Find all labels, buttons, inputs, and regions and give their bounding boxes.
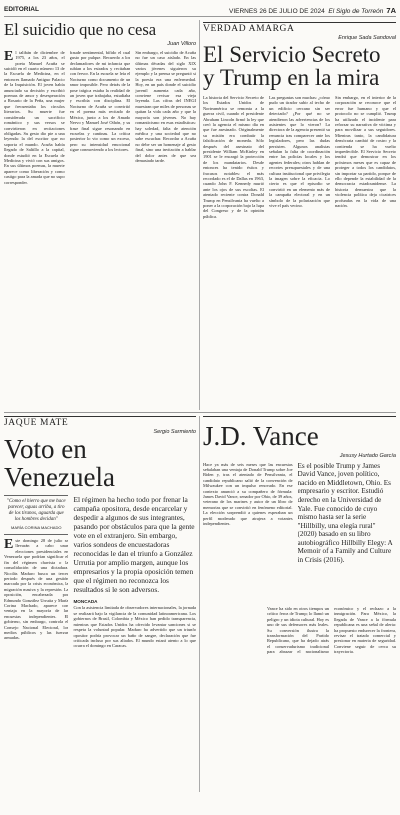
column-divider [199,416,200,792]
column-kicker: JAQUE MATE [4,416,196,428]
header-right [229,6,396,15]
body-text: Hace ya más de seis meses que las encuestas señalaban una ventaja de Donald Trump sobre Joe Biden y, tras el atentado de Pensilvania, el candidato republicano salió de la convención de Milwaukee con un impulso renovado. En ese contexto anunció a su compañero de fórmula: James David Vance, senador por Ohio, de 39 años, veterano de los marines y autor de un libro de memorias que se convirtió en fenómeno editorial. La elección sorprendió a quienes esperaban un perfil moderado que atrajera a votantes independientes. [203,461,293,526]
body-column [335,95,396,385]
body-text: Vance ha sido en otros tiempos un crítico feroz de Trump; lo llamó un peligro y un idiota cultural. Hoy es uno de sus defensores más leales. Su conversión ilustra la transformación del Partido Republicano, que ha dejado atrás el conservadurismo tradicional para abrazar el nacionalismo económico y el rechazo a la inmigración. Para México, la llegada de Vance a la fórmula republicana es una señal de alerta: ha propuesto endurecer la frontera, revisar el tratado comercial y presionar en materia de seguridad. Conviene seguir de cerca su trayectoria. [267,606,396,655]
body-column [135,50,196,378]
page-number: 7A [386,6,396,15]
article-title: El Servicio Secreto y Trump en la mira [203,42,381,91]
article-author: Sergio Sarmiento [153,429,196,435]
highlight-text: Es el posible Trump y James David Vance, joven político, nacido en Middletown, Ohio. Es empresario y escritor. Estudió derecho en la Universidad de Yale. Fue conocido de cuyo mismo hasta ser la serie "Hillbilly, una elegía rural" (2020) basado en su libro autobiográfico Hillbilly Elegy: A Memoir of a Family and Culture in Crisis (2016). [297,461,393,565]
body-column [269,95,330,385]
body-text: Las preguntas son muchas: ¿cómo pudo un tirador subir al techo de un edificio cercano sin ser detectado? ¿Por qué no se atendieron las advertencias de los asistentes que lo vieron? La directora de la agencia presentó su renuncia tras comparecer ante los legisladores, pero las dudas persisten. Algunos analistas señalan la falta de coordinación entre las policías locales y los agentes federales; otros hablan de recortes presupuestales y de una cultura institucional que privilegia la imagen sobre la eficacia. Lo cierto es que el episodio se convirtió en un elemento más de la campaña electoral y en un símbolo de la polarización que vive el país vecino. [269,94,330,209]
article-title: El suicidio que no cesa [4,20,157,39]
body-column [73,495,196,815]
body-text: ste domingo 28 de julio se llevarán a cabo unas elecciones presidenciales en Venezuela que podrían significar el fin del régimen chavista o la consolidación de una dictadura. Nicolás Maduro busca un tercer periodo después de una gestión marcada por la crisis económica, la migración masiva y la represión. La oposición, encabezada por Edmundo González Urrutia y María Corina Machado, aparece con ventaja en la mayoría de las encuestas independientes. El gobierno, sin embargo, controla el Consejo Nacional Electoral, los medios públicos y las fuerzas armadas. [4,538,69,641]
page-header [4,4,396,17]
article-title: J.D. Vance [203,421,319,451]
article-body [4,495,196,815]
body-column [267,606,396,786]
sub-columns [73,598,196,649]
article-author: Juan Villoro [167,40,196,47]
highlight-text: El régimen ha hecho todo por frenar la campaña opositora, desde encarcelar y despedir a algunos de sus integrantes, pasando por obstáculos para que la gente vote en el extranjero. Sin embargo, varios sondeos de encuestadoras reconocidas le dan el triunfo a González Urrutia por amplio margen, aunque los empresarios y la propia oposición temen que el régimen no reconozca los resultados si le son adversos. [73,495,195,595]
body-text: Con la asistencia limitada de observadores internacionales, la jornada se realizará bajo la vigilancia de la comunidad latinoamericana. Los gobiernos de Brasil, Colombia y México han pedido transparencia, mientras que Estados Unidos ha ofrecido levantar sanciones si se respeta la voluntad popular. Maduro ha advertido que un triunfo opositor podría provocar un baño de sangre, declaración que fue criticada incluso por sus aliados. El mundo estará atento a lo que ocurra el domingo en Caracas. [73,605,196,649]
body-text: fraude sentimental, bífido el cual gusto por pulque. Recuerdo a los declamadores de mi infancia que subían a los estrados y recitaban con fervor. En la escuela se leía el Nocturno como documento de un amor imposible. Pero detrás de la pose trágica estaba la realidad de un joven que trabajaba, estudiaba y escribía con disciplina. El Nocturno de Acuña se convirtió en el poema más recitado de México, junto a los de Amado Nervo y Manuel José Othón, y su frase final sigue resonando en escuelas y cantinas. La crítica posterior lo vio como un exceso, pero su intensidad emocional sigue conmoviendo a los lectores. [69,49,131,153]
body-column [4,50,65,378]
body-column [70,50,131,378]
article-servicio-secreto [203,22,396,402]
drop-cap: E [4,49,14,64]
quote-source: MARÍA CORINA MACHADO [11,525,62,531]
article-vance [203,416,396,792]
article-body [203,95,396,385]
body-text: La historia del Servicio Secreto de los Estados Unidos de Norteamérica se remonta a la guerra civil, cuando el presidente Abraham Lincoln firmó la ley que creó la agencia el mismo día en que fue asesinado. Originalmente su misión era combatir la falsificación de moneda. Sólo después del asesinato del presidente William McKinley en 1901 se le encargó la protección de los mandatarios. Desde entonces ha tenido éxitos y fracasos notables: el más recordado es el de Dallas en 1963, cuando John F. Kennedy murió ante los ojos de sus escoltas. El atentado reciente contra Donald Trump en Pensilvania ha vuelto a poner a la corporación bajo la lupa del Congreso y de la opinión pública. [203,94,264,219]
top-rule [203,416,396,417]
body-text: l talibán de diciembre de 1975, a los 23 años, el poeta Manuel Acuña se suicidó en el cuarto número 13 de la Escuela de Medicina, en el entonces llamado Antiguo Palacio de la Inquisición. El joven había anunciado su decisión y escribió poemas de amor y desesperación a Rosario de la Peña, una mujer que frecuentaba los círculos literarios. Su muerte fue considerada un sacrificio romántico y sus versos se convirtieron en recitaciones obligadas. Su gesto dio pie a una leyenda: la del escritor que no soporta el mundo. Acuña había llegado de Saltillo a la capital, donde estudió en la Escuela de Medicina y vivió con sus amigos. En sus últimos poemas, la muerte aparece como liberación y como castigo para la amada que no supo corresponder. [4,49,65,185]
article-venezuela [4,416,196,792]
column-kicker: VERDAD AMARGA [203,22,396,34]
column-divider [199,20,200,410]
article-author: Jesusy Hurtado García [339,452,396,459]
body-column [4,495,68,815]
article-title: Voto en Venezuela [4,434,115,492]
article-body [4,50,196,378]
body-column [73,598,196,649]
quote-text: "Como el hierro que me hace parecer, aguas arriba, a tiro de los tiranos, aguarda que los hombres decidan" [6,499,66,523]
section-divider [4,412,396,413]
article-author: Enrique Sada Sandoval [338,35,396,41]
body-column [203,95,264,385]
pull-quote [4,495,68,535]
body-text: Sin embargo, el suicidio de Acuña no fue un caso aislado. En las últimas décadas del siglo XIX varios jóvenes siguieron su ejemplo y la prensa se preguntó si la poesía era una enfermedad. Hoy, en un país donde el suicidio juvenil aumenta cada año, conviene revisar esa vieja leyenda. Las cifras del INEGI muestran que miles de personas se quitan la vida cada año y que la mayoría son jóvenes. No hay romanticismo en esas estadísticas: hay soledad, falta de atención médica y una sociedad que no sabe escuchar. Recordar a Acuña no debe ser un homenaje al gesto final, sino una invitación a hablar del dolor antes de que sea demasiado tarde. [135,49,197,163]
section-label: EDITORIAL [4,6,39,13]
header-paper: El Siglo de Torreón [328,8,384,15]
header-date: VIERNES 26 DE JULIO DE 2024 [228,8,325,15]
subheading: MONCADA [73,599,98,605]
drop-cap: E [4,537,14,553]
article-suicidio [4,22,196,382]
body-text: Sin embargo, en el interior de la corporación se reconoce que el error fue humano y que el protocolo no se cumplió. Trump ha utilizado el incidente para reforzar su narrativa de víctima y para movilizar a sus seguidores. Mientras tanto, la candidatura demócrata cambió de rostro y la contienda se ha vuelto impredecible. El Servicio Secreto tendrá que demostrar en los próximos meses que es capaz de proteger a todos los candidatos, sin importar su partido, porque de ello depende la estabilidad de la democracia estadounidense. La historia demuestra que la violencia política deja cicatrices profundas en la vida de una nación. [335,94,396,209]
